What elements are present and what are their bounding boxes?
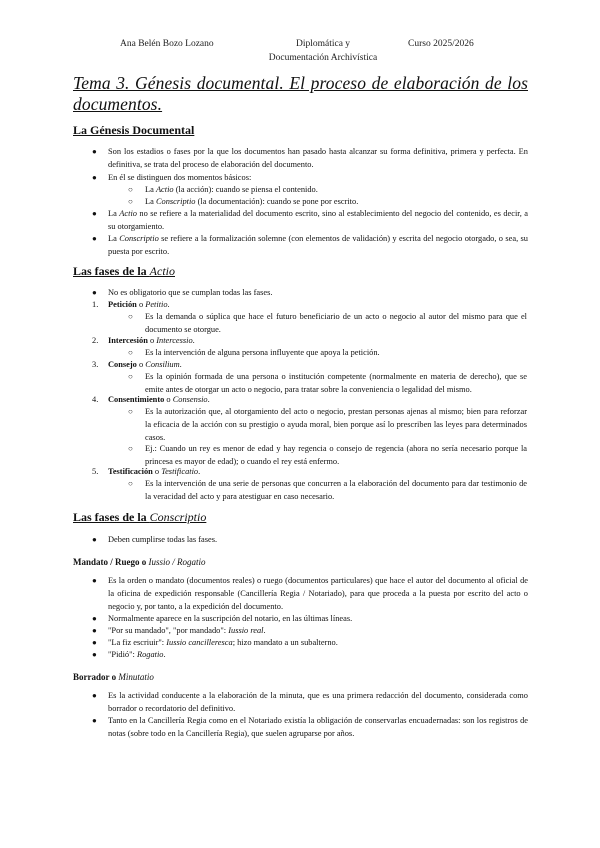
list-item: Es la orden o mandato (documentos reales) o ruego (documentos particulares) que hace el autor del documento al oficial de la oficina de expedición responsable (Cancillería Regia / Notariado), para que proceda a la puesta por escrito del acto o negocio y, por tanto, a la expedición del documento. bbox=[108, 576, 528, 611]
phase-description: Es la autorización que, al otorgamiento del acto o negocio, prestan personas ajenas al mismo; bien para reforzar la eficacia de la acción con su prestigio o ayuda moral, bien porque así lo prescriben las leyes para determinados casos. bbox=[145, 407, 527, 442]
circle-bullet-icon: ○ bbox=[128, 197, 133, 206]
bullet-icon: ● bbox=[92, 576, 97, 585]
list-item: En él se distinguen dos momentos básicos: bbox=[108, 173, 252, 182]
bullet-icon: ● bbox=[92, 716, 97, 725]
list-item: La Actio no se refiere a la materialidad del documento escrito, sino al establecimiento del negocio del contenido, es decir, a su otorgamiento. bbox=[108, 209, 528, 231]
list-item: La Conscriptio (la documentación): cuando se pone por escrito. bbox=[145, 197, 359, 206]
subheading-borrador: Borrador o Minutatio bbox=[73, 672, 154, 682]
bullet-icon: ● bbox=[92, 209, 97, 218]
list-item: Son los estadios o fases por la que los documentos han pasado hasta alcanzar su forma definitiva, primera y perfecta. En definitiva, se trata del proceso de elaboración del documento. bbox=[108, 147, 528, 169]
list-item: La Actio (la acción): cuando se piensa el contenido. bbox=[145, 185, 318, 194]
header-subject bbox=[258, 37, 388, 65]
phase-title: Consejo o Consilium. bbox=[108, 360, 182, 369]
circle-bullet-icon: ○ bbox=[128, 479, 133, 488]
circle-bullet-icon: ○ bbox=[128, 312, 133, 321]
list-item: Es la actividad conducente a la elaboración de la minuta, que es una primera redacción del documento, considerada como borrador o recordatorio del definitivo. bbox=[108, 691, 528, 713]
list-item: "La fiz escriuir": Iussio cancilleresca; hizo mandato a un subalterno. bbox=[108, 638, 338, 647]
phase-title: Consentimiento o Consensio. bbox=[108, 395, 210, 404]
section-heading-text: La Génesis Documental bbox=[73, 123, 195, 137]
section-heading-actio: Las fases de la Actio bbox=[73, 264, 175, 278]
list-item: "Pidió": Rogatio. bbox=[108, 650, 166, 659]
bullet-icon: ● bbox=[92, 288, 97, 297]
circle-bullet-icon: ○ bbox=[128, 372, 133, 381]
page-title: Tema 3. Génesis documental. El proceso de elaboración de los documentos. bbox=[73, 73, 528, 114]
phase-title: Testificación o Testificatio. bbox=[108, 467, 201, 476]
header-subject-line2: Documentación Archivística bbox=[268, 53, 378, 63]
list-number: 4. bbox=[92, 395, 99, 404]
subheading-mandato: Mandato / Ruego o Iussio / Rogatio bbox=[73, 557, 206, 567]
bullet-icon: ● bbox=[92, 691, 97, 700]
bullet-icon: ● bbox=[92, 234, 97, 243]
bullet-icon: ● bbox=[92, 650, 97, 659]
bullet-icon: ● bbox=[92, 173, 97, 182]
phase-title: Petición o Petitio. bbox=[108, 300, 170, 309]
section-heading-conscriptio: Las fases de la Conscriptio bbox=[73, 510, 207, 524]
section-heading-genesis bbox=[73, 123, 194, 138]
phase-example: Ej.: Cuando un rey es menor de edad y hay regencia o consejo de regencia (ahora no sería necesario porque la princesa es mayor de edad); o cuando el rey está enfermo. bbox=[145, 444, 527, 466]
list-number: 3. bbox=[92, 360, 99, 369]
bullet-icon: ● bbox=[92, 147, 97, 156]
list-item: La Conscriptio se refiere a la formalización solemne (con elementos de validación) y escrita del negocio otorgado, o sea, su puesta por escrito. bbox=[108, 234, 528, 256]
list-number: 1. bbox=[92, 300, 99, 309]
phase-description: Es la intervención de alguna persona influyente que apoya la petición. bbox=[145, 348, 380, 357]
list-item: "Por su mandado", "por mandado": Iussio real. bbox=[108, 626, 266, 635]
bullet-icon: ● bbox=[92, 638, 97, 647]
phase-title: Intercesión o Intercessio. bbox=[108, 336, 195, 345]
header-subject-line1: Diplomática y bbox=[295, 39, 351, 49]
header-author: Ana Belén Bozo Lozano bbox=[120, 39, 214, 49]
bullet-icon: ● bbox=[92, 614, 97, 623]
list-item: Normalmente aparece en la suscripción del notario, en las últimas líneas. bbox=[108, 614, 353, 623]
list-number: 5. bbox=[92, 467, 99, 476]
bullet-icon: ● bbox=[92, 626, 97, 635]
list-number: 2. bbox=[92, 336, 99, 345]
list-item: Tanto en la Cancillería Regia como en el Notariado existía la obligación de conservarlas encuadernadas: son los registros de notas (sobre todo en la Cancillería Regia), que suelen agruparse por años. bbox=[108, 716, 528, 738]
phase-description: Es la demanda o súplica que hace el futuro beneficiario de un acto o negocio al autor del mismo para que el documento se otorgue. bbox=[145, 312, 527, 334]
bullet-icon: ● bbox=[92, 535, 97, 544]
list-item: Deben cumplirse todas las fases. bbox=[108, 535, 218, 544]
circle-bullet-icon: ○ bbox=[128, 444, 133, 453]
circle-bullet-icon: ○ bbox=[128, 348, 133, 357]
phase-description: Es la intervención de una serie de personas que concurren a la elaboración del documento para dar testimonio de la veracidad del acto y para atestiguar en caso necesario. bbox=[145, 479, 527, 501]
circle-bullet-icon: ○ bbox=[128, 185, 133, 194]
header-course: Curso 2025/2026 bbox=[408, 39, 474, 49]
circle-bullet-icon: ○ bbox=[128, 407, 133, 416]
phase-description: Es la opinión formada de una persona o institución competente (normalmente en materia de derecho), que se emite antes de otorgar un acto o negocio, para tratar sobre la conveniencia o legalidad del mismo. bbox=[145, 372, 527, 394]
list-item: No es obligatorio que se cumplan todas las fases. bbox=[108, 288, 273, 297]
